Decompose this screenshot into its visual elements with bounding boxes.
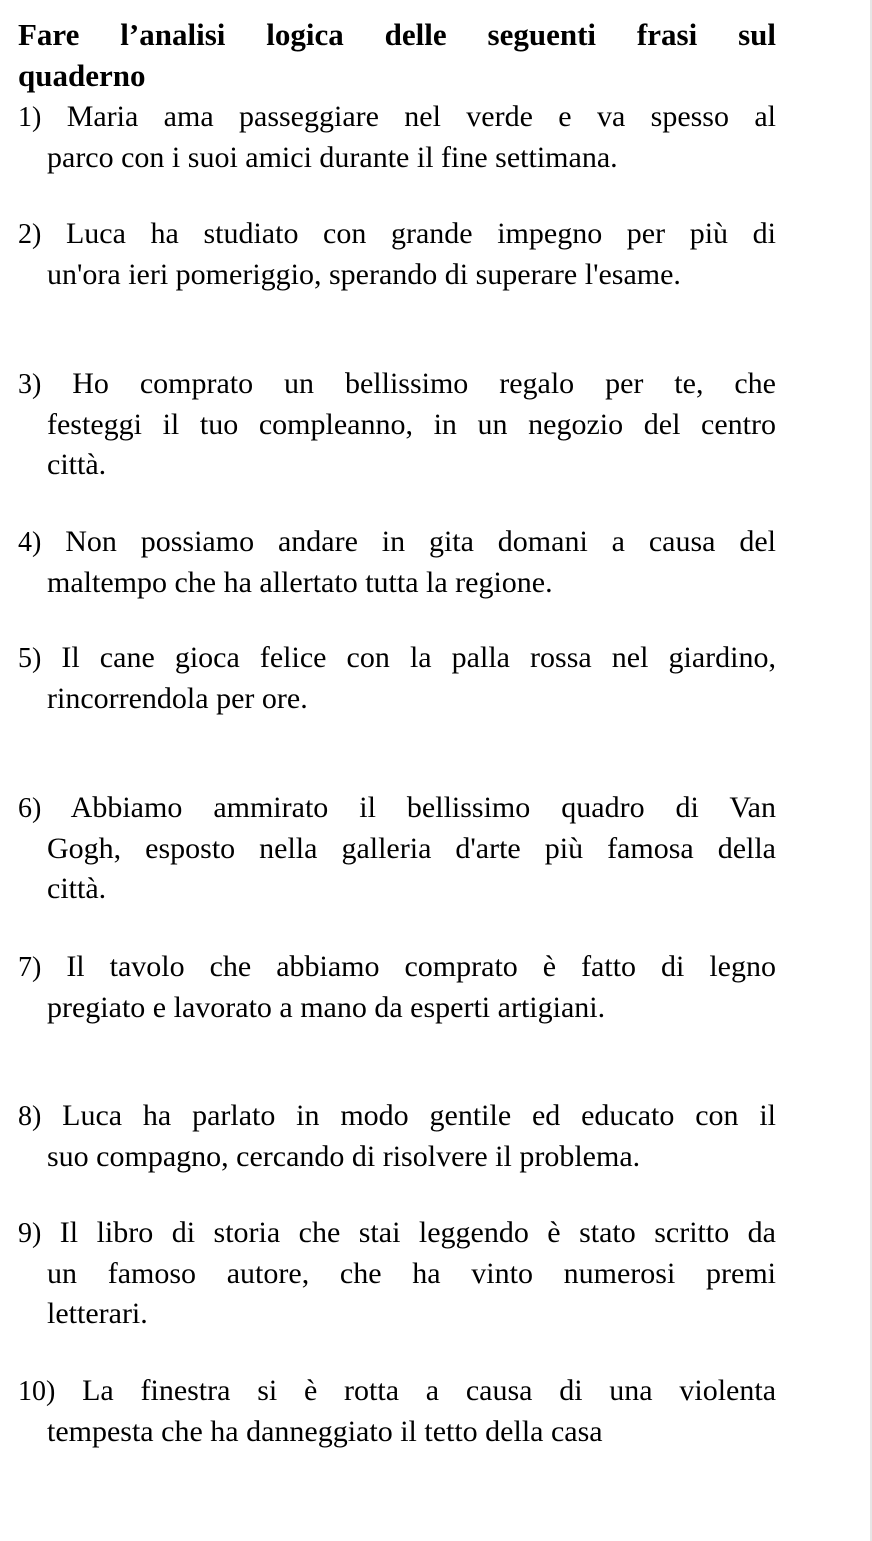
item-text-continuation: un famoso autore, che ha vinto numerosi premi [47, 1257, 776, 1290]
item-text: Non possiamo andare in gita domani a causa del [65, 525, 776, 558]
item-text-continuation: tempesta che ha danneggiato il tetto della casa [47, 1415, 603, 1448]
exercise-item-10 [18, 1371, 776, 1452]
item-text: Maria ama passeggiare nel verde e va spesso al [66, 100, 776, 133]
item-text-continuation: città. [47, 448, 107, 481]
exercise-item-2 [18, 214, 776, 295]
item-text: Abbiamo ammirato il bellissimo quadro di Van [70, 791, 776, 824]
item-text-continuation: festeggi il tuo compleanno, in un negozio del centro [47, 408, 776, 441]
item-text: Luca ha studiato con grande impegno per più di [65, 217, 777, 250]
item-number: 1) [18, 102, 42, 133]
item-text: La finestra si è rotta a causa di una violenta [82, 1374, 777, 1407]
item-text-continuation: letterari. [47, 1297, 148, 1330]
exercise-item-6 [18, 788, 776, 909]
item-number: 10) [18, 1376, 56, 1407]
title-line-2: quaderno [18, 58, 146, 93]
item-number: 7) [18, 952, 42, 983]
exercise-item-7 [18, 947, 776, 1028]
item-text-continuation: un'ora ieri pomeriggio, sperando di superare l'esame. [47, 258, 681, 291]
item-number: 9) [18, 1218, 42, 1249]
item-text-continuation: maltempo che ha allertato tutta la regione. [47, 566, 553, 599]
page-title [18, 14, 776, 96]
item-number: 2) [18, 219, 42, 250]
exercise-item-3 [18, 364, 776, 485]
item-text-continuation: suo compagno, cercando di risolvere il problema. [47, 1140, 641, 1173]
exercise-item-5 [18, 638, 776, 719]
item-text: Il libro di storia che stai leggendo è stato scritto da [59, 1216, 776, 1249]
exercise-item-1 [18, 97, 776, 178]
item-number: 5) [18, 643, 42, 674]
item-number: 3) [18, 369, 42, 400]
item-number: 6) [18, 793, 42, 824]
item-text-continuation: pregiato e lavorato a mano da esperti artigiani. [47, 991, 606, 1024]
item-text: Ho comprato un bellissimo regalo per te, che [72, 367, 777, 400]
title-line-1: Fare l’analisi logica delle seguenti frasi sul [18, 17, 776, 52]
item-text-continuation: parco con i suoi amici durante il fine settimana. [47, 141, 618, 174]
item-number: 4) [18, 527, 42, 558]
item-text: Luca ha parlato in modo gentile ed educato con il [62, 1099, 777, 1132]
exercise-item-4 [18, 522, 776, 603]
exercise-item-8 [18, 1096, 776, 1177]
item-text: Il cane gioca felice con la palla rossa nel giardino, [61, 641, 776, 674]
item-text-continuation: città. [47, 872, 107, 905]
item-text-continuation: rincorrendola per ore. [47, 682, 308, 715]
item-text: Il tavolo che abbiamo comprato è fatto di legno [66, 950, 776, 983]
item-number: 8) [18, 1101, 42, 1132]
item-text-continuation: Gogh, esposto nella galleria d'arte più famosa della [47, 832, 776, 865]
exercise-item-9 [18, 1213, 776, 1334]
